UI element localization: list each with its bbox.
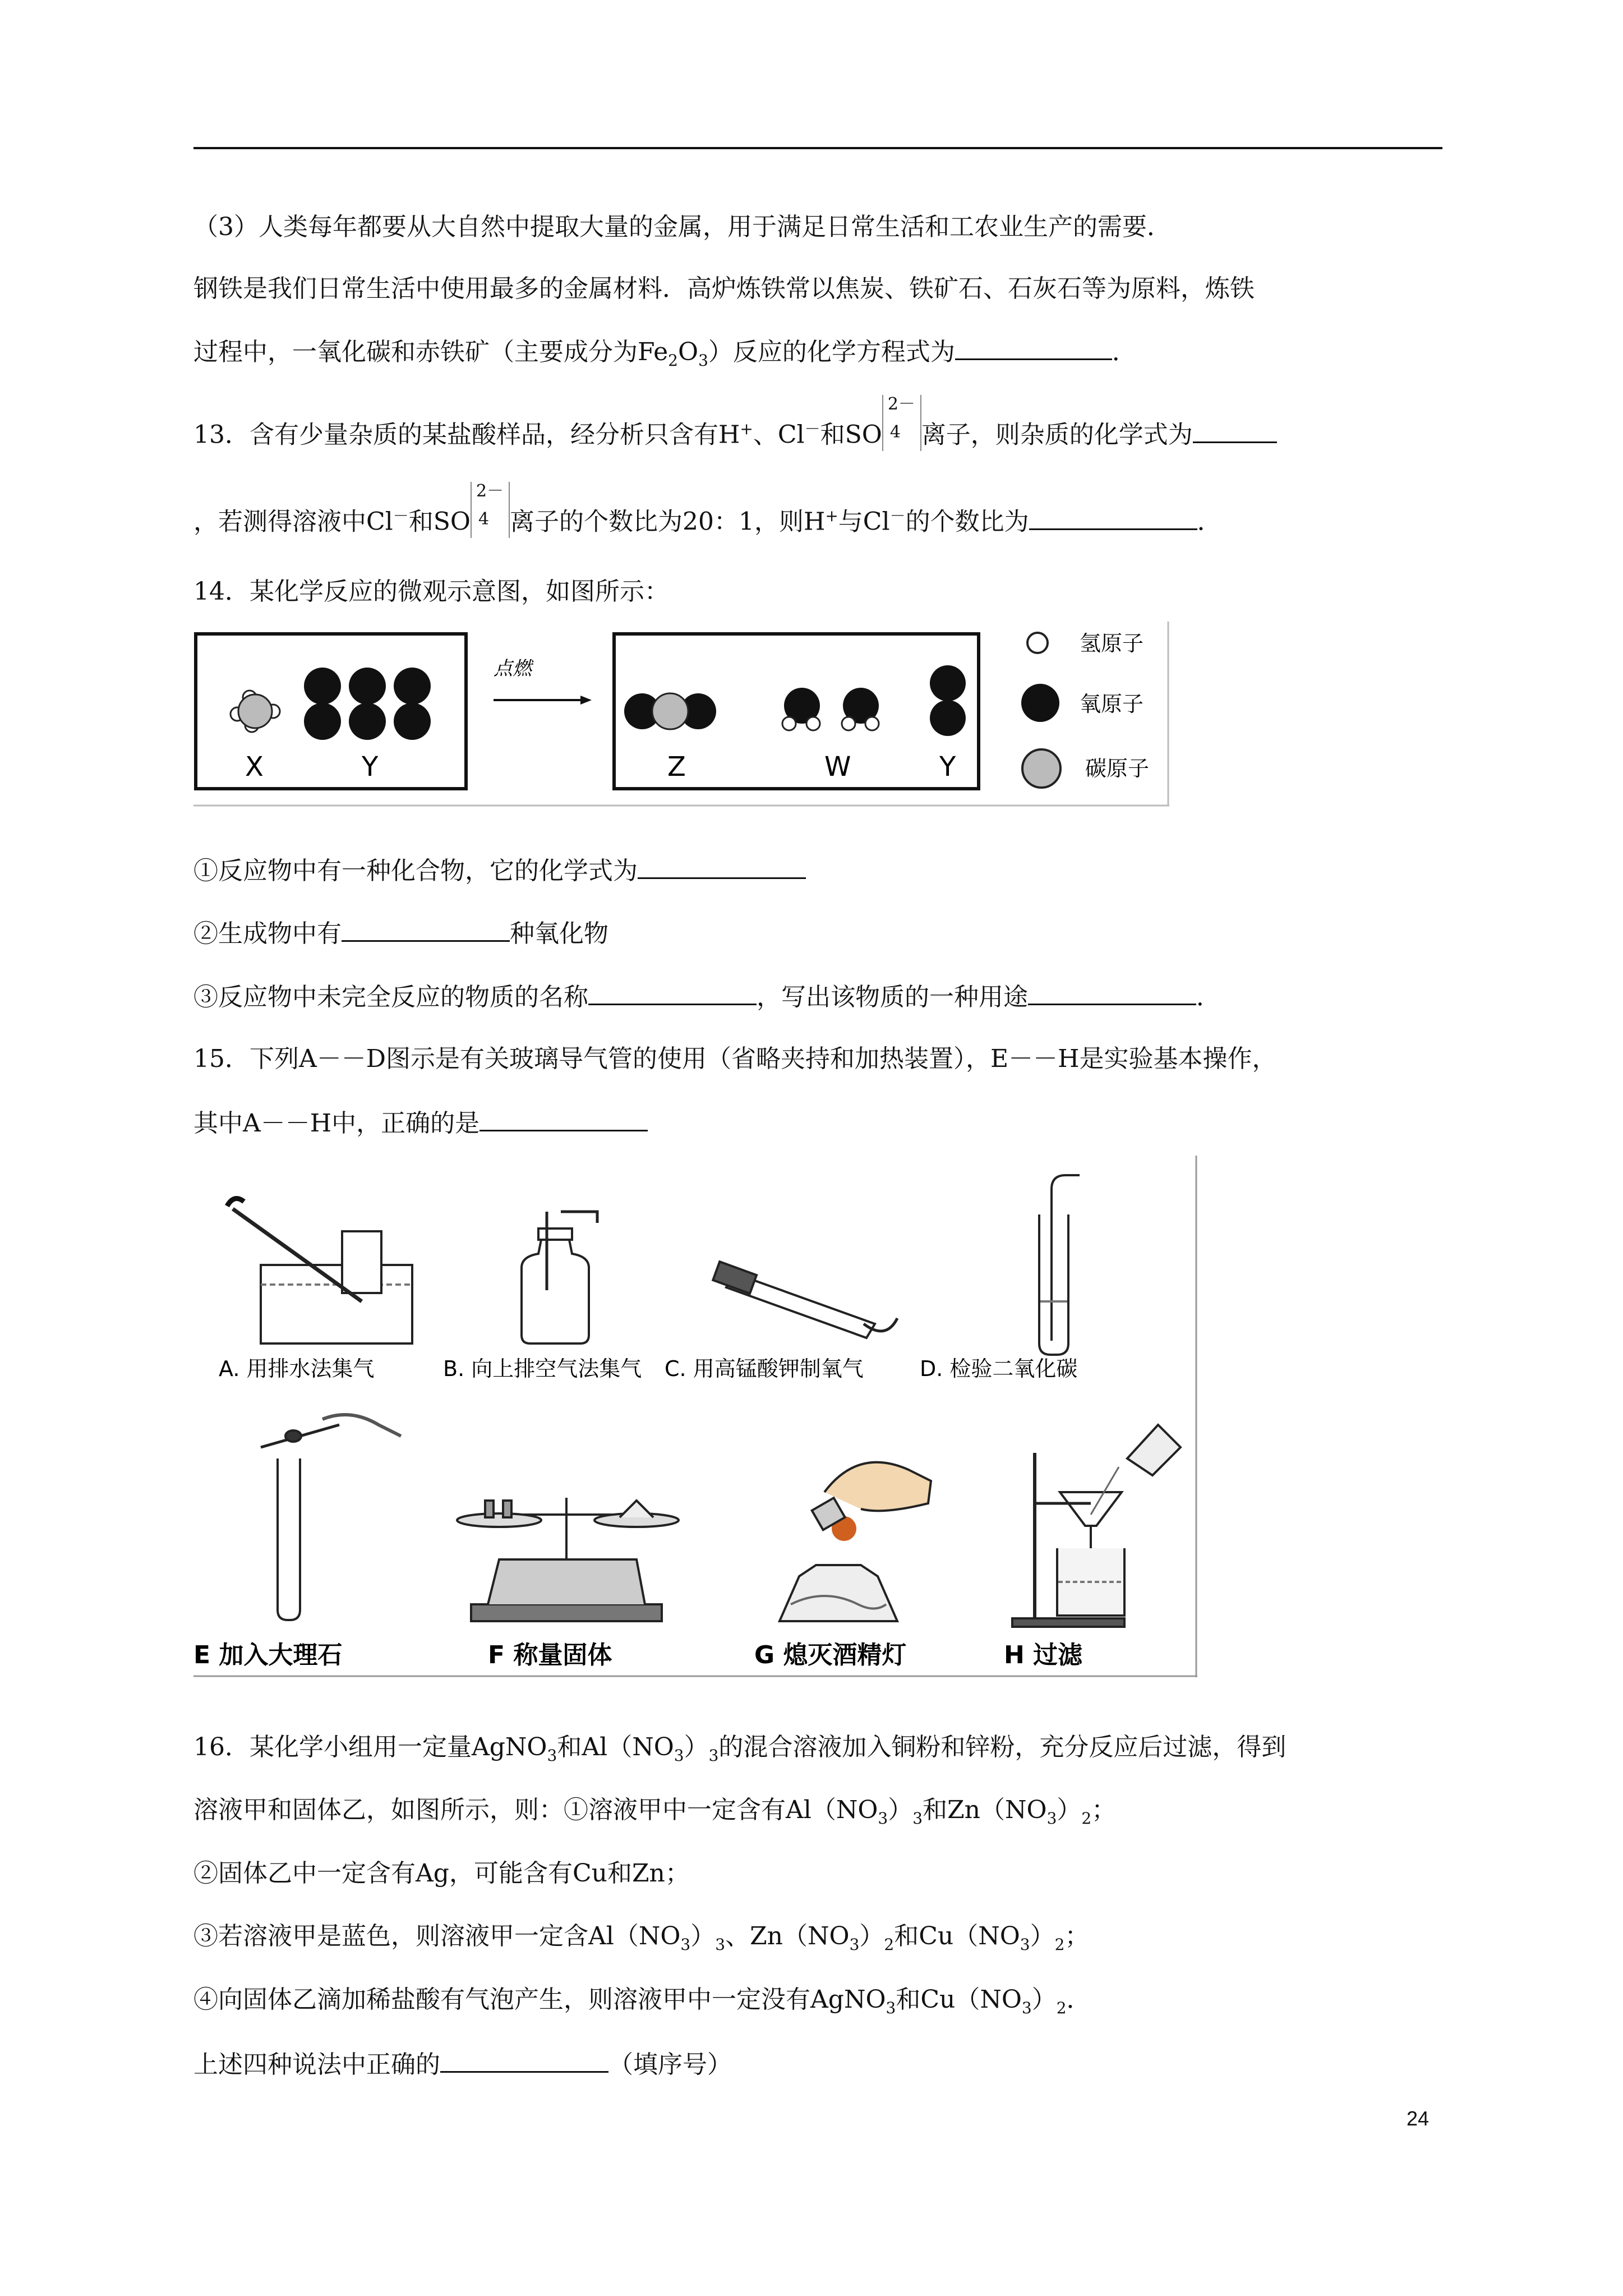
caption-e: E 加入大理石 [193,1641,343,1669]
answer-blank[interactable] [1029,504,1197,530]
experiment-figure [193,1156,1197,1677]
apparatus-b [522,1212,597,1343]
q16-line4: ③若溶液甲是蓝色，则溶液甲一定含$Al(NO_3)_3$、$Zn(NO_3)_2$和$Cu(NO_3)_2$； [193,1922,1090,1954]
molecule-w-group [782,688,879,730]
caption-d: D. 检验二氧化碳 [920,1356,1078,1381]
caption-c: C. 用高锰酸钾制氧气 [665,1356,864,1381]
answer-blank[interactable] [638,853,806,879]
q15-line1: 15．下列A－－D图示是有关玻璃导气管的使用（省略夹持和加热装置），E－－H是实验基本操作， [193,1045,1277,1073]
q16-line1: 16．某化学小组用一定量AgNO$_3$和$Al(NO_3)_3$的混合溶液加入铜粉和锌粉，充分反应后过滤，得到 [193,1733,1287,1765]
label-z: Z [667,751,686,783]
caption-g: G 熄灭酒精灯 [754,1641,907,1669]
legend-o: 氧原子 [1080,692,1144,716]
q16-line3: ②固体乙中一定含有Ag，可能含有Cu和Zn； [193,1859,690,1888]
page-number: 24 [1407,2107,1430,2130]
molecule-y-remaining [930,665,966,736]
label-w: W [824,751,851,783]
apparatus-e [261,1415,401,1620]
legend-c: 碳原子 [1085,756,1150,781]
caption-b: B. 向上排空气法集气 [443,1356,642,1381]
answer-blank[interactable] [342,915,510,942]
answer-blank[interactable] [588,979,757,1005]
apparatus-f [457,1498,679,1621]
q16-line6: 上述四种说法中正确的 （填序号） [193,2046,732,2082]
molecule-z [624,693,716,729]
legend-h: 氢原子 [1080,631,1144,656]
apparatus-c [713,1262,897,1338]
answer-blank[interactable] [440,2046,608,2073]
molecule-x [230,691,280,732]
caption-f: F 称量固体 [488,1641,612,1669]
arrow-label: 点燃 [494,657,532,680]
sulfate-ion-charge: 2－ 4 [471,507,510,540]
q16-line2: 溶液甲和固体乙，如图所示，则：①溶液甲中一定含有$Al(NO_3)_3$和$Zn(NO_3)_2$； [193,1796,1117,1828]
molecule-y-group [304,668,431,740]
apparatus-d [1039,1175,1080,1355]
reaction-diagram [193,622,1169,807]
answer-blank[interactable] [1028,979,1196,1005]
apparatus-a [227,1199,412,1343]
legend [1021,631,1149,788]
sulfate-ion-charge: 2－ 4 [882,420,921,453]
q14-item2: ②生成物中有 种氧化物 [193,915,608,951]
q13-line2: ，若测得溶液中Cl－和SO 2－ 4 离子的个数比为20：1，则H+与Cl－的个数比为 ． [193,499,1222,540]
header-rule [193,147,1442,149]
answer-blank[interactable] [1193,417,1277,443]
q14-title: 14．某化学反应的微观示意图，如图所示： [193,577,669,606]
label-x: X [245,751,264,783]
apparatus-h [1012,1425,1181,1627]
q12-3-line2: 钢铁是我们日常生活中使用最多的金属材料．高炉炼铁常以焦炭、铁矿石、石灰石等为原料，炼铁 [193,274,1255,303]
label-y: Y [362,751,379,783]
apparatus-g [780,1462,931,1621]
caption-a: A. 用排水法集气 [219,1356,375,1381]
q15-line2: 其中A－－H中，正确的是 [193,1105,648,1140]
q14-item1: ①反应物中有一种化合物，它的化学式为 [193,853,806,888]
q13-line1: 13．含有少量杂质的某盐酸样品，经分析只含有H+、Cl－和SO 2－ 4 离子，则杂质的化学式为 [193,412,1277,453]
label-y2: Y [939,751,956,783]
q12-3-line1: （3）人类每年都要从大自然中提取大量的金属，用于满足日常生活和工农业生产的需要． [193,213,1172,241]
answer-blank[interactable] [955,334,1112,360]
q12-3-line3: 过程中，一氧化碳和赤铁矿（主要成分为$Fe_2O_3$）反应的化学方程式为 ． [193,334,1137,378]
caption-h: H 过滤 [1004,1641,1083,1669]
q16-line5: ④向固体乙滴加稀盐酸有气泡产生，则溶液甲中一定没有AgNO$_3$和$Cu(NO_3)_2$． [193,1985,1091,2017]
answer-blank[interactable] [479,1105,648,1131]
q14-item3: ③反应物中未完全反应的物质的名称 ，写出该物质的一种用途 ． [193,979,1221,1014]
